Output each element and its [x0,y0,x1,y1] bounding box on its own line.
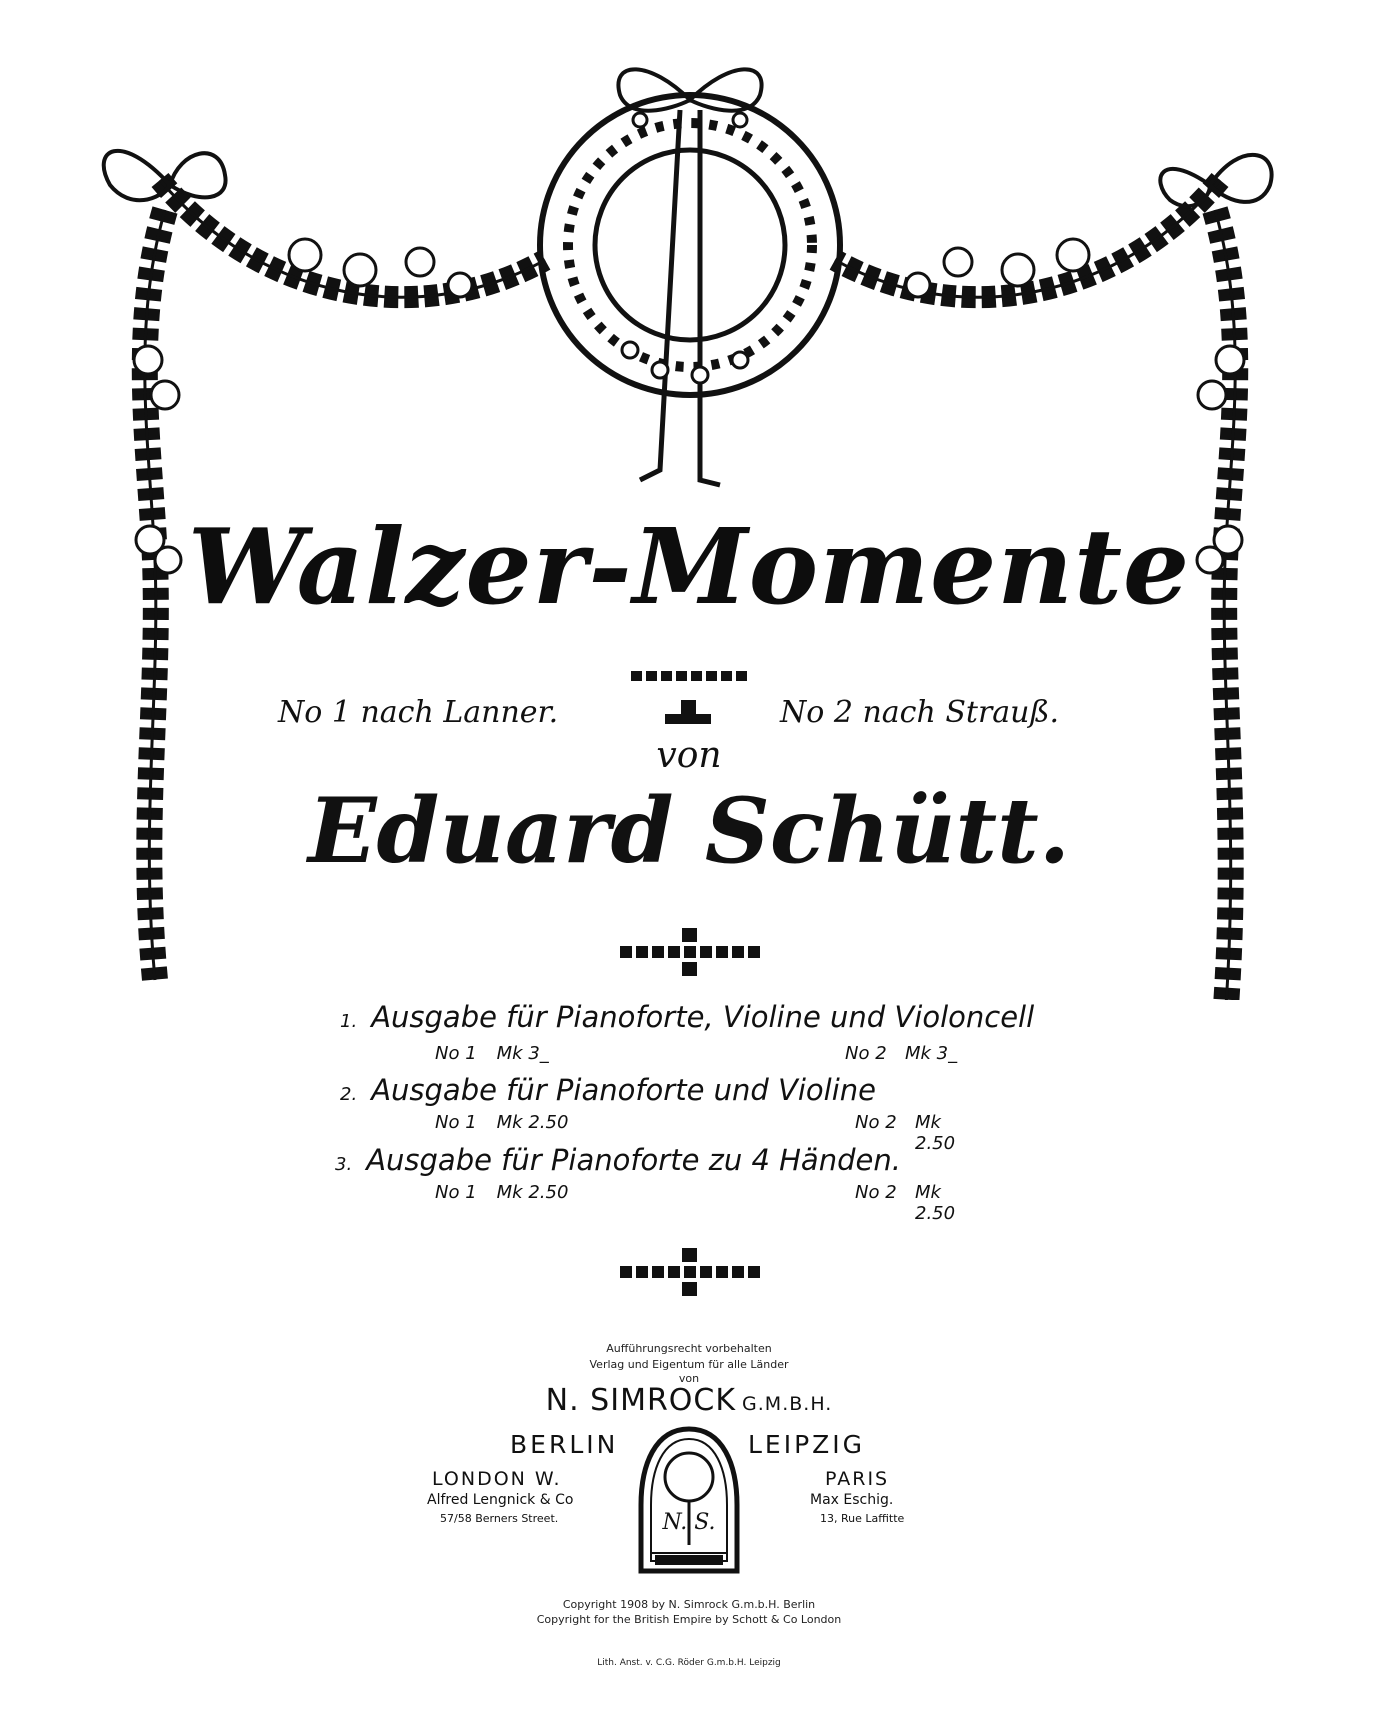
london-address: 57/58 Berners Street. [440,1512,559,1525]
edition-2: 2. Ausgabe für Pianoforte und Violine [340,1073,876,1107]
city-london: LONDON W. [432,1468,562,1490]
wreath-ribbon-left [640,110,680,480]
paris-address: 13, Rue Laffitte [820,1512,905,1525]
edition-3-prices: No 1 Mk 2.50 No 2 Mk 2.50 [435,1182,956,1224]
paris-agent: Max Eschig. [810,1492,894,1508]
ornament-cross-divider [620,928,760,978]
copyright-line-1: Copyright 1908 by N. Simrock G.m.b.H. Berlin [562,1598,816,1611]
edition-1-prices: No 1 Mk 3_ No 2 Mk 3_ [435,1043,958,1064]
rights-line: Aufführungsrecht vorbehalten [606,1342,772,1355]
by-label: von [656,735,722,776]
london-agent: Alfred Lengnick & Co [427,1492,574,1508]
publisher-logo [635,1425,743,1575]
city-leipzig: LEIPZIG [748,1430,866,1459]
subtitle-right: No 2 nach Strauß. [780,695,1060,730]
city-paris: PARIS [825,1468,890,1490]
publisher-name: N. SIMROCK G.M.B.H. [545,1383,833,1418]
edition-1: 1. Ausgabe für Pianoforte, Violine und Violoncell [340,1000,1035,1034]
bow-left [104,151,226,200]
subtitle-left: No 1 nach Lanner. [278,695,559,730]
wreath-inner [595,150,785,340]
ornament-cross-divider-2 [620,1248,760,1298]
composer-name: Eduard Schütt. [307,778,1071,884]
wreath-outer [540,95,840,395]
ornament-divider [0,665,1378,679]
edition-2-prices: No 1 Mk 2.50 No 2 Mk 2.50 [435,1112,956,1154]
logo-initials: N. S. [662,1510,716,1535]
from-line: von [678,1372,700,1385]
printer-line: Lith. Anst. v. C.G. Röder G.m.b.H. Leipzig [597,1658,781,1668]
ownership-line: Verlag und Eigentum für alle Länder [589,1358,789,1371]
page-title: Walzer-Momente [187,505,1191,628]
copyright-line-2: Copyright for the British Empire by Schott & Co London [536,1613,842,1626]
ornament-small [665,700,711,730]
edition-3: 3. Ausgabe für Pianoforte zu 4 Händen. [335,1143,901,1177]
wreath-ribbon-right [700,110,720,485]
city-berlin: BERLIN [510,1430,619,1459]
